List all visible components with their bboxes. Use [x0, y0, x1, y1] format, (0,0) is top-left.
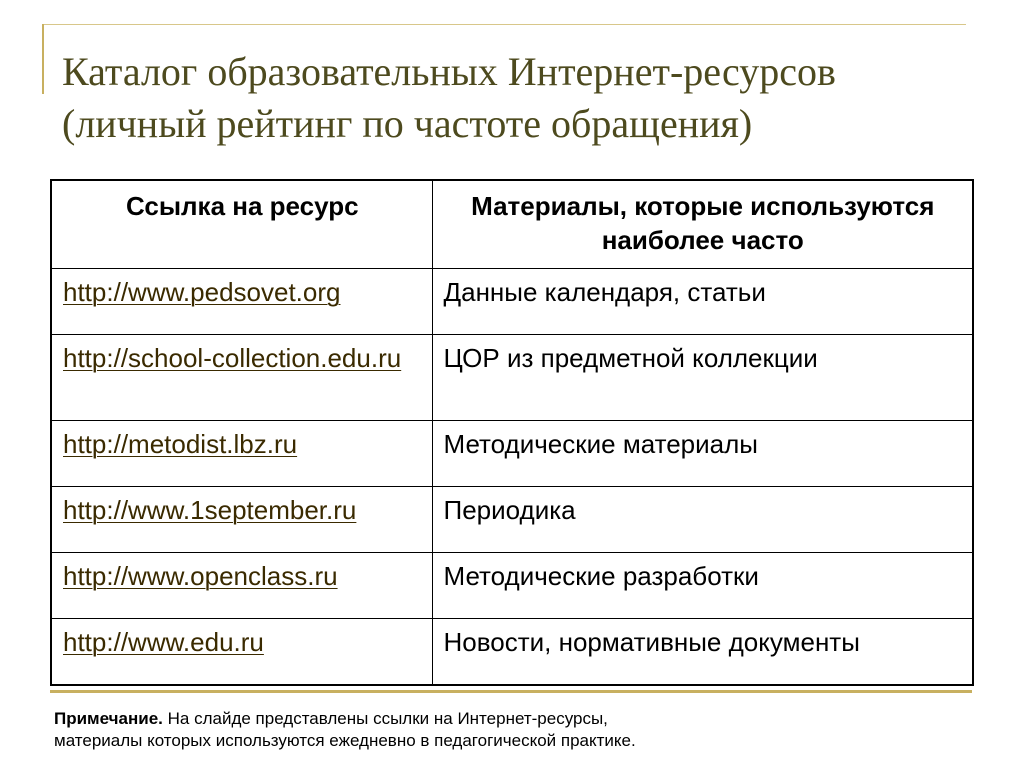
- footer-divider: [50, 690, 972, 693]
- table-row: [51, 487, 973, 553]
- materials-cell: Методические разработки: [432, 553, 973, 619]
- top-accent-line: [42, 24, 966, 25]
- title-accent-bar: [42, 24, 44, 94]
- resource-link[interactable]: http://metodist.lbz.ru: [63, 429, 298, 459]
- materials-cell: Методические материалы: [432, 421, 973, 487]
- materials-cell: Данные календаря, статьи: [432, 269, 973, 335]
- header-resource: Ссылка на ресурс: [51, 180, 432, 269]
- note-label: Примечание.: [54, 709, 163, 728]
- note-line-1: На слайде представлены ссылки на Интернет-ресурсы,: [162, 709, 608, 728]
- note-line-2: материалы которых используются ежедневно в педагогической практике.: [54, 731, 636, 750]
- table-row: [51, 269, 973, 335]
- table-header-row: [51, 180, 973, 269]
- resource-link[interactable]: http://www.openclass.ru: [63, 561, 338, 591]
- materials-cell: Новости, нормативные документы: [432, 619, 973, 686]
- resource-link[interactable]: http://www.edu.ru: [63, 627, 264, 657]
- url-cell: [51, 619, 432, 686]
- table-row: [51, 421, 973, 487]
- resource-link[interactable]: http://www.pedsovet.org: [63, 277, 341, 307]
- materials-cell: Периодика: [432, 487, 973, 553]
- materials-cell: ЦОР из предметной коллекции: [432, 335, 973, 421]
- resource-link[interactable]: http://www.1september.ru: [63, 495, 357, 525]
- url-cell: [51, 335, 432, 421]
- header-materials: Материалы, которые используются наиболее часто: [432, 180, 973, 269]
- url-cell: [51, 487, 432, 553]
- resource-link[interactable]: http://school-collection.edu.ru: [63, 343, 402, 373]
- url-cell: [51, 553, 432, 619]
- slide-title: [62, 46, 982, 150]
- table-row: [51, 619, 973, 686]
- slide-title-line-2: (личный рейтинг по частоте обращения): [62, 101, 753, 146]
- footer-note: [54, 708, 954, 752]
- url-cell: [51, 421, 432, 487]
- table-row: [51, 553, 973, 619]
- url-cell: [51, 269, 432, 335]
- slide-title-line-1: Каталог образовательных Интернет-ресурсов: [62, 49, 836, 94]
- resource-table: [50, 179, 974, 686]
- table-row: [51, 335, 973, 421]
